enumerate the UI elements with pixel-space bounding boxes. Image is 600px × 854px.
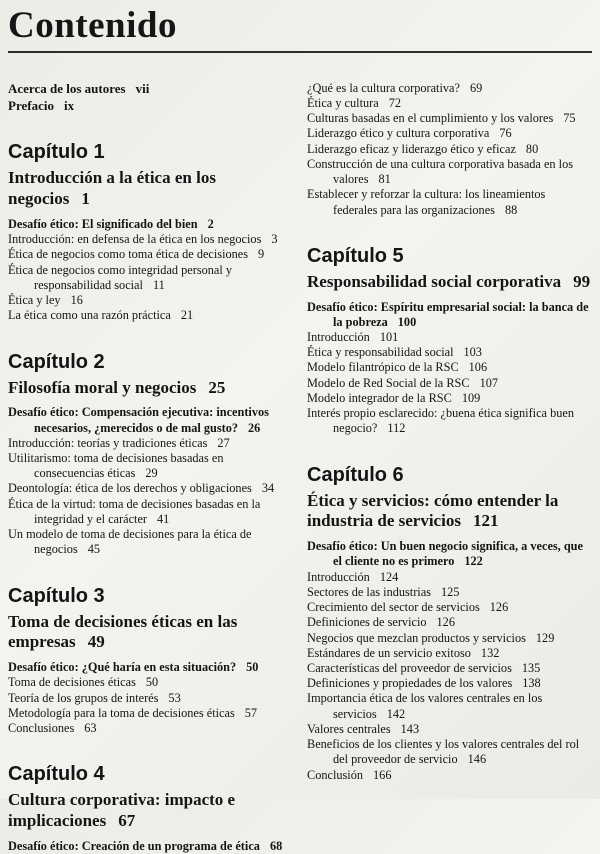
toc-entry xyxy=(307,142,592,157)
entry-text: Definiciones de servicio xyxy=(307,615,427,630)
entry-text: La ética como una razón práctica xyxy=(8,308,171,323)
chapter-section xyxy=(8,585,293,737)
entry-text: Características del proveedor de servicios xyxy=(307,660,512,675)
toc-entry xyxy=(307,157,592,187)
entry-text: Un modelo de toma de decisiones para la ética de negocios xyxy=(8,527,252,557)
entry-page: 11 xyxy=(152,277,165,292)
entry-text: Conclusiones xyxy=(8,721,75,736)
entry-page: 166 xyxy=(373,767,392,782)
entry-page: 50 xyxy=(145,675,159,690)
entry-text: Estándares de un servicio exitoso xyxy=(307,645,471,660)
entry-page: 101 xyxy=(379,330,399,344)
entry-page: 16 xyxy=(70,293,83,308)
entry-page: 27 xyxy=(217,435,230,450)
chapter-section xyxy=(8,351,293,558)
toc-entry xyxy=(8,263,293,293)
chapter-kicker: Capítulo 5 xyxy=(307,244,404,267)
chapter-title xyxy=(8,378,293,399)
toc-entry xyxy=(307,126,592,141)
entry-text: Culturas basadas en el cumplimiento y los valores xyxy=(307,111,554,126)
entry-page: 75 xyxy=(563,111,576,126)
toc-entry xyxy=(307,187,592,217)
toc-entry xyxy=(8,527,293,557)
entry-page: 146 xyxy=(467,752,487,767)
front-matter-section xyxy=(8,81,293,115)
toc-entry xyxy=(307,360,592,375)
toc-entry xyxy=(8,293,293,308)
entry-text: Liderazgo ético y cultura corporativa xyxy=(307,126,490,141)
toc-entry xyxy=(307,111,592,126)
entry-page: 103 xyxy=(463,345,482,360)
entry-text: Desafío ético: Creación de un programa de ética xyxy=(8,838,260,853)
entry-page: 29 xyxy=(145,466,158,481)
entry-page: 53 xyxy=(168,690,181,705)
entry-page: 76 xyxy=(499,126,512,141)
toc-entry xyxy=(307,406,592,436)
chapter-title-text: Toma de decisiones éticas en las empresas xyxy=(8,611,238,652)
entry-text: Introducción: en defensa de la ética en los negocios xyxy=(8,232,262,247)
toc-entry xyxy=(8,98,293,115)
page-title: Contenido xyxy=(8,5,177,46)
entry-text: Acerca de los autores xyxy=(8,80,126,96)
chapter-title-text: Introducción a la ética en los negocios xyxy=(8,168,216,209)
entry-page: 132 xyxy=(480,645,500,660)
entry-text: Crecimiento del sector de servicios xyxy=(307,600,480,615)
entry-page: 106 xyxy=(468,360,488,375)
toc-entry xyxy=(8,721,293,736)
entry-page: 57 xyxy=(244,705,258,720)
entry-page: 125 xyxy=(440,584,460,599)
entry-page: ix xyxy=(63,97,75,113)
entry-page: 41 xyxy=(157,511,170,526)
entry-text: Introducción xyxy=(307,330,370,344)
chapter-title-text: Filosofía moral y negocios xyxy=(8,377,197,397)
entry-text: Modelo de Red Social de la RSC xyxy=(307,375,470,390)
entry-page: 122 xyxy=(464,554,483,569)
toc-entry xyxy=(307,631,592,646)
entry-text: Ética y cultura xyxy=(307,95,379,110)
chapter-section xyxy=(307,245,592,437)
entry-page: 80 xyxy=(525,141,539,156)
entry-text: Introducción: teorías y tradiciones éticas xyxy=(8,435,208,450)
toc-entry xyxy=(307,570,592,585)
entry-text: Ética y ley xyxy=(8,293,61,308)
entry-text: Desafío ético: ¿Qué haría en esta situación? xyxy=(8,660,237,675)
entry-page: 69 xyxy=(469,80,483,95)
entry-page: 129 xyxy=(535,630,555,645)
chapter-kicker: Capítulo 3 xyxy=(8,584,105,607)
entry-text: Utilitarismo: toma de decisiones basadas en consecuencias éticas xyxy=(8,451,224,481)
entry-text: Importancia ética de los valores centrales en los servicios xyxy=(307,691,543,721)
entry-page: 72 xyxy=(388,95,401,110)
entry-text: Desafío ético: Un buen negocio significa, a veces, que el cliente no es primero xyxy=(307,539,583,569)
entry-text: Ética de negocios como toma ética de decisiones xyxy=(8,247,249,262)
entry-page: 126 xyxy=(489,600,509,615)
entry-page: 50 xyxy=(246,660,259,675)
toc-entry xyxy=(307,600,592,615)
chapter-title xyxy=(307,491,592,532)
entry-text: Sectores de las industrias xyxy=(307,584,431,599)
toc-entry xyxy=(307,330,592,345)
chapter-title-text: Responsabilidad social corporativa xyxy=(307,271,562,291)
entry-text: Modelo integrador de la RSC xyxy=(307,390,452,405)
toc-entry xyxy=(8,706,293,721)
chapter-kicker: Capítulo 4 xyxy=(8,763,105,786)
chapter-title-page: 49 xyxy=(87,632,105,652)
entry-text: Definiciones y propiedades de los valores xyxy=(307,676,513,691)
toc-entry xyxy=(307,722,592,737)
toc-entry xyxy=(8,308,293,323)
toc-entry xyxy=(8,405,293,435)
toc-entry xyxy=(8,451,293,481)
entry-page: 138 xyxy=(522,676,541,691)
chapter-title-page: 99 xyxy=(573,271,591,291)
chapter-section xyxy=(8,141,293,323)
entry-page: 81 xyxy=(378,172,391,187)
chapter-title-text: Cultura corporativa: impacto e implicaciones xyxy=(8,790,236,831)
entry-text: Desafío ético: Compensación ejecutiva: incentivos necesarios, ¿merecidos o de mal gusto? xyxy=(8,405,269,435)
toc-entry xyxy=(307,585,592,600)
title-rule xyxy=(8,51,592,53)
entry-text: Construcción de una cultura corporativa basada en los valores xyxy=(307,156,573,187)
entry-page: 109 xyxy=(461,390,481,405)
chapter-kicker: Capítulo 2 xyxy=(8,350,105,373)
entry-text: Interés propio esclarecido: ¿buena ética significa buen negocio? xyxy=(307,406,574,436)
entry-page: 34 xyxy=(261,481,275,496)
toc-entry xyxy=(307,691,592,721)
toc-entry xyxy=(8,497,293,527)
toc-entry xyxy=(307,300,592,330)
entry-text: Ética de la virtud: toma de decisiones basadas en la integridad y el carácter xyxy=(8,496,261,526)
toc-entry xyxy=(8,839,293,854)
continuation-section xyxy=(307,81,592,218)
entry-page: 26 xyxy=(248,420,261,435)
toc-entry xyxy=(307,539,592,569)
chapter-section xyxy=(307,464,592,783)
entry-text: Liderazgo eficaz y liderazgo ético y eficaz xyxy=(307,141,516,156)
toc-entry xyxy=(307,768,592,783)
toc-entry xyxy=(8,481,293,496)
chapter-title-text: Ética y servicios: cómo entender la industria de servicios xyxy=(307,490,559,531)
chapter-title-page: 25 xyxy=(208,377,226,397)
entry-page: 124 xyxy=(379,569,399,584)
toc-entry xyxy=(8,436,293,451)
entry-text: Desafío ético: El significado del bien xyxy=(8,216,198,231)
chapter-title-page: 121 xyxy=(472,511,499,531)
entry-text: Desafío ético: Espíritu empresarial social: la banca de la pobreza xyxy=(307,299,589,329)
entry-text: Introducción xyxy=(307,569,370,584)
entry-page: 3 xyxy=(271,232,278,247)
toc-entry xyxy=(8,691,293,706)
left-column xyxy=(8,81,293,854)
entry-text: Valores centrales xyxy=(307,721,391,736)
entry-page: 107 xyxy=(479,375,499,390)
entry-page: 142 xyxy=(386,706,406,721)
entry-page: 143 xyxy=(400,721,420,736)
chapter-title-page: 1 xyxy=(81,189,90,209)
toc-entry xyxy=(307,96,592,111)
chapter-title xyxy=(8,790,293,831)
chapter-title-page: 67 xyxy=(118,811,136,831)
toc-entry xyxy=(307,615,592,630)
entry-page: 68 xyxy=(269,838,283,853)
toc-entry xyxy=(307,345,592,360)
chapter-kicker: Capítulo 6 xyxy=(307,463,404,486)
toc-entry xyxy=(307,646,592,661)
entry-text: Metodología para la toma de decisiones éticas xyxy=(8,705,235,720)
toc-entry xyxy=(307,376,592,391)
chapter-kicker: Capítulo 1 xyxy=(8,141,105,164)
entry-text: Beneficios de los clientes y los valores centrales del rol del proveedor de servicio xyxy=(307,737,580,767)
entry-text: Toma de decisiones éticas xyxy=(8,675,136,690)
entry-page: 2 xyxy=(207,216,214,231)
toc-entry xyxy=(8,675,293,690)
toc-entry xyxy=(8,81,293,98)
entry-text: Establecer y reforzar la cultura: los lineamientos federales para las organizaciones xyxy=(307,187,546,217)
toc-entry xyxy=(8,232,293,247)
toc-entry xyxy=(307,676,592,691)
chapter-title xyxy=(8,612,293,653)
entry-text: Negocios que mezclan productos y servicios xyxy=(307,630,526,645)
entry-text: ¿Qué es la cultura corporativa? xyxy=(307,80,460,95)
entry-page: 63 xyxy=(84,721,97,736)
entry-text: Teoría de los grupos de interés xyxy=(8,690,159,705)
toc-entry xyxy=(307,81,592,96)
entry-text: Ética y responsabilidad social xyxy=(307,345,454,360)
entry-text: Modelo filantrópico de la RSC xyxy=(307,360,459,375)
toc-entry xyxy=(307,391,592,406)
toc-entry xyxy=(307,661,592,676)
entry-page: 88 xyxy=(504,202,518,217)
entry-text: Prefacio xyxy=(8,97,54,113)
entry-text: Deontología: ética de los derechos y obligaciones xyxy=(8,481,252,496)
entry-page: 126 xyxy=(436,615,455,630)
entry-page: 21 xyxy=(180,308,194,323)
chapter-title xyxy=(307,272,592,293)
entry-page: 45 xyxy=(87,542,101,557)
toc-entry xyxy=(8,660,293,675)
chapter-title xyxy=(8,168,293,209)
entry-page: 9 xyxy=(258,247,265,262)
right-column xyxy=(307,81,592,854)
toc-entry xyxy=(307,737,592,767)
toc-columns xyxy=(8,81,592,854)
entry-text: Ética de negocios como integridad personal y responsabilidad social xyxy=(8,262,233,292)
chapter-section xyxy=(8,763,293,854)
entry-page: vii xyxy=(135,80,150,96)
entry-page: 112 xyxy=(387,421,406,436)
entry-page: 100 xyxy=(397,314,417,329)
toc-entry xyxy=(8,217,293,232)
entry-page: 135 xyxy=(521,660,541,675)
entry-text: Conclusión xyxy=(307,767,364,782)
toc-entry xyxy=(8,247,293,262)
